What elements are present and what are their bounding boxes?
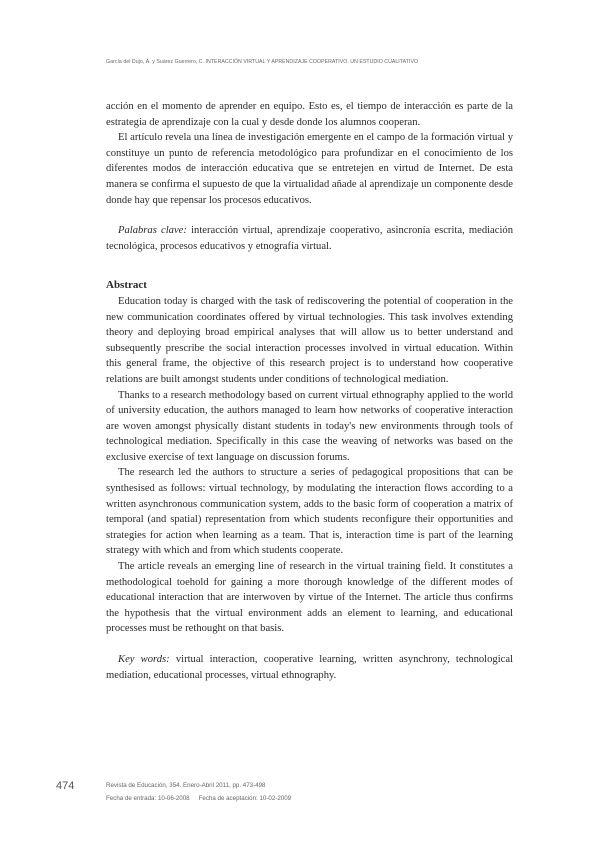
accepted-date: Fecha de aceptación: 10-02-2009 xyxy=(198,795,292,802)
article-body xyxy=(106,99,513,683)
abstract-paragraph: Education today is charged with the task of rediscovering the potential of cooperation in the new communication coordinates offered by virtual technologies. This task involves extending theory and deploying broad empirical analyses that will allow us to better understand and subsequently prescribe the social interaction processes involved in virtual education. Within this general frame, the objective of this research project is to understand how cooperative relations are built amongst students under conditions of technological mediation. xyxy=(106,295,513,385)
submission-dates xyxy=(106,795,291,802)
keywords-text: virtual interaction, cooperative learning, written asynchrony, technological mediation, educational processes, virtual ethnography. xyxy=(106,654,513,681)
spanish-paragraph: acción en el momento de aprender en equipo. Esto es, el tiempo de interacción es parte de la estrategia de aprendizaje con la cual y desde donde los alumnos cooperan. xyxy=(106,101,513,128)
spanish-keywords xyxy=(106,223,513,254)
received-date: Fecha de entrada: 10-06-2008 xyxy=(106,795,190,802)
abstract-paragraph: The research led the authors to structure a series of pedagogical propositions that can be synthesised as follows: virtual technology, by modulating the interaction flows according to a written asynchronous communication system, adds to the basic form of cooperation a matrix of temporal (and spatial) representation from which students reconfigure their opportunities and strategies for action when learning as a team. That is, interaction time is part of the learning strategy with which and from which students cooperate. xyxy=(106,467,513,557)
keywords-label: Key words: xyxy=(118,654,170,665)
spanish-paragraph: El artículo revela una línea de investigación emergente en el campo de la formación virtual y constituye un punto de referencia metodológico para profundizar en el conocimiento de los diferentes modos de interacción educativa que se entretejen en virtud de Internet. De esta manera se confirma el supuesto de que la virtualidad añade al aprendizaje un componente desde donde hay que repensar los procesos educativos. xyxy=(106,132,513,206)
abstract-paragraph: Thanks to a research methodology based on current virtual ethnography applied to the world of university education, the authors managed to learn how networks of cooperative interaction are woven amongst physically distant students in today's new environments through tools of technological mediation. Specifically in this case the weaving of networks was based on the exclusive exercise of text language on discussion forums. xyxy=(106,389,513,463)
abstract-heading: Abstract xyxy=(106,279,147,292)
journal-citation: Revista de Educación, 354. Enero-Abril 2011, pp. 473-498 xyxy=(106,782,266,789)
page-number: 474 xyxy=(56,780,75,792)
keywords-label: Palabras clave: xyxy=(118,225,187,237)
abstract-paragraph: The article reveals an emerging line of research in the virtual training field. It constitutes a methodological toehold for gaining a more thorough knowledge of the different modes of educational interaction that are interwoven by virtue of the Internet. The article thus confirms the hypothesis that the virtual environment adds an element to learning, and educational processes must be rethought on that basis. xyxy=(106,561,513,635)
english-keywords xyxy=(106,652,513,683)
running-head: García del Dujo, Á. y Suárez Guerrero, C. INTERACCIÓN VIRTUAL Y APRENDIZAJE COOPERATIVO. UN ESTUDIO CUALITATIVO xyxy=(106,59,419,65)
keywords-text: interacción virtual, aprendizaje cooperativo, asincronía escrita, mediación tecnológica, procesos educativos y etnografía virtual. xyxy=(106,225,513,252)
